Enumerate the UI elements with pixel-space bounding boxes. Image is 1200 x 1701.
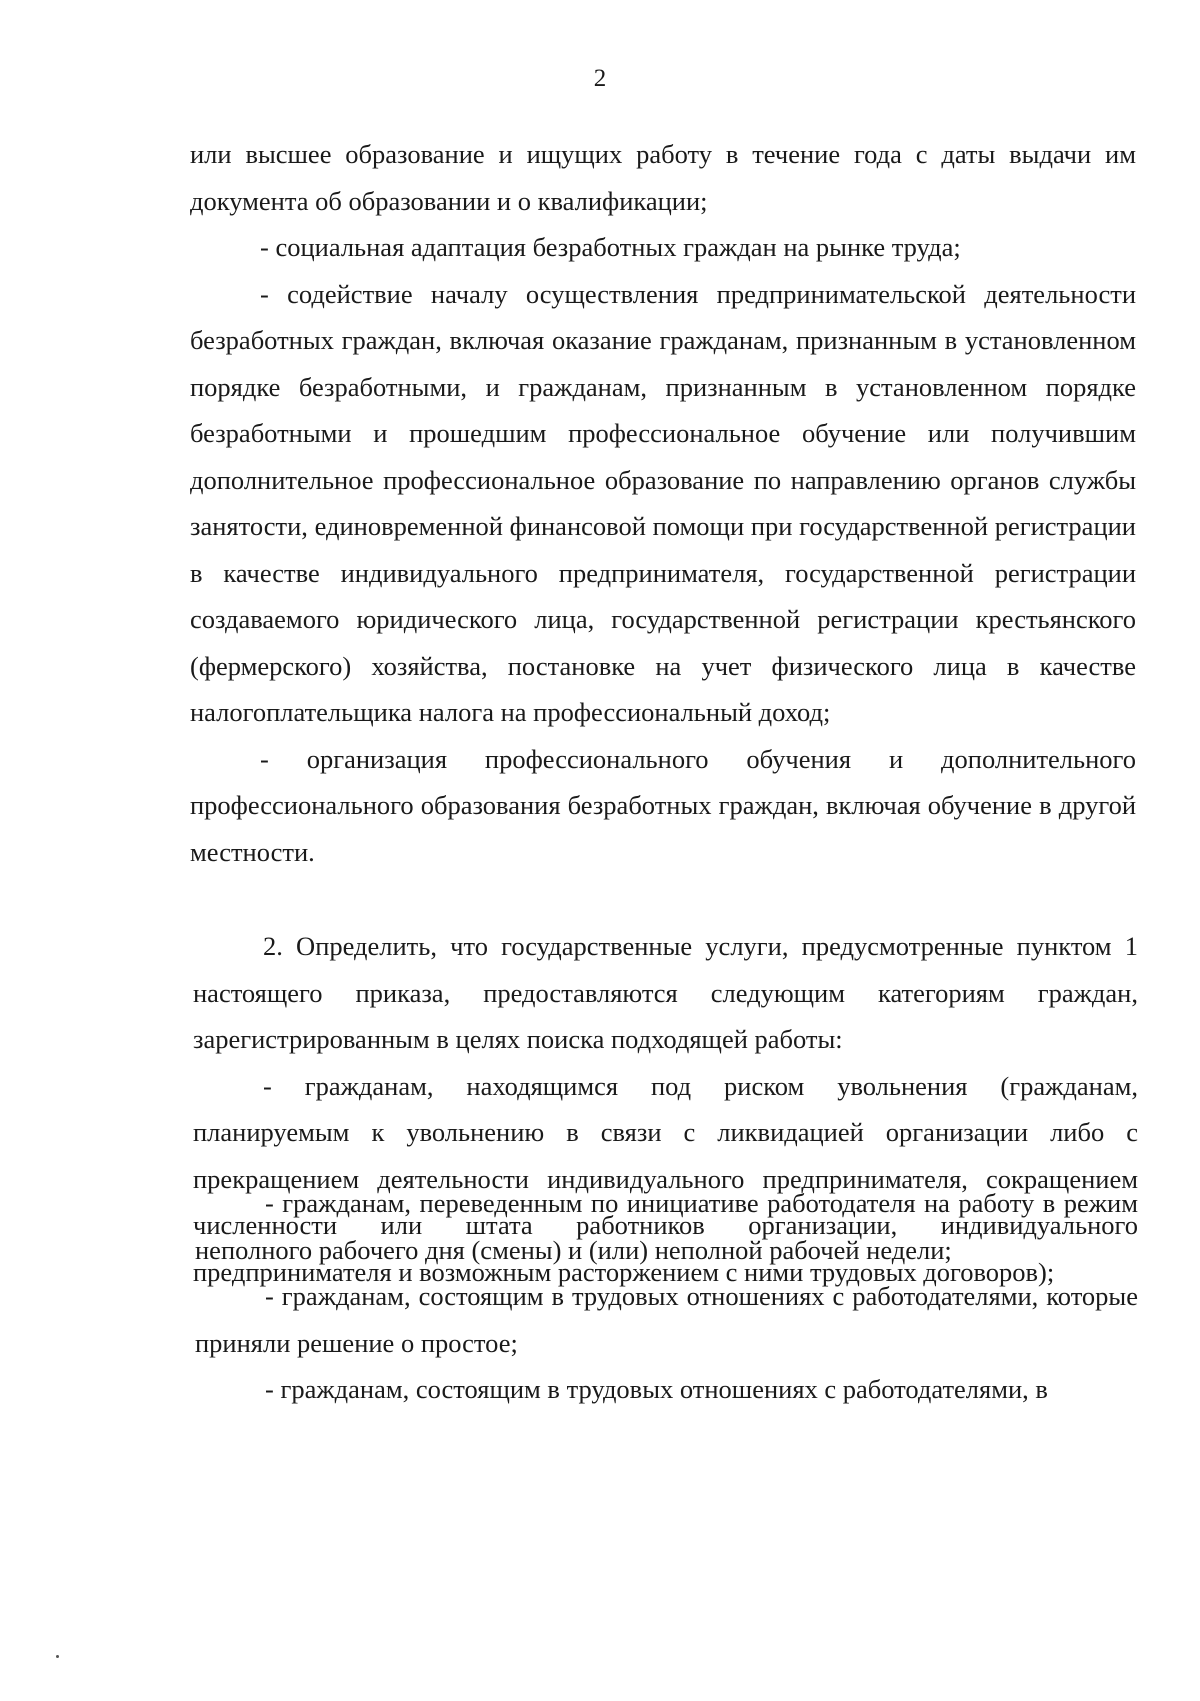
scan-speck — [56, 1655, 59, 1658]
text-block-upper — [190, 131, 1136, 875]
paragraph-item-2: 2. Определить, что государственные услуги, предусмотренные пунктом 1 настоящего приказа, предоставляются следующим категориям граждан, зарегистрированным в целях поиска подходящей работы: — [193, 931, 1138, 1054]
paragraph-labor-relations: - гражданам, состоящим в трудовых отношениях с работодателями, в — [265, 1374, 1048, 1404]
paragraph-entrepreneurship-support: - содействие началу осуществления предпринимательской деятельности безработных граждан, включая оказание гражданам, признанным в установленном порядке безработными, и гражданам, признанным в установленном порядке безработными и прошедшим профессиональное обучение или получившим дополнительное профессиональное образование по направлению органов службы занятости, единовременной финансовой помощи при государственной регистрации в качестве индивидуального предпринимателя, государственной регистрации создаваемого юридического лица, государственной регистрации крестьянского (фермерского) хозяйства, постановке на учет физического лица в качестве налогоплательщика налога на профессиональный доход; — [190, 278, 1136, 727]
paragraph-part-time: - гражданам, переведенным по инициативе работодателя на работу в режим неполного рабочего дня (смены) и (или) неполной рабочей недели; — [195, 1188, 1138, 1265]
text-block-lower — [195, 1180, 1138, 1413]
paragraph-continuation: или высшее образование и ищущих работу в течение года с даты выдачи им документа об образовании и о квалификации; — [190, 139, 1136, 216]
paragraph-downtime: - гражданам, состоящим в трудовых отношениях с работодателями, которые приняли решение о простое; — [195, 1281, 1138, 1358]
paragraph-social-adaptation: - социальная адаптация безработных граждан на рынке труда; — [260, 232, 961, 262]
paragraph-dismissal-risk: - гражданам, находящимся под риском увольнения (гражданам, планируемым к увольнению в связи с ликвидацией организации либо с прекращением деятельности индивидуального предпринимателя, сокращением численности или штата работников организации, индивидуального предпринимателя и возможным расторжением с ними трудовых договоров); — [193, 1070, 1138, 1287]
page-number: 2 — [593, 65, 607, 92]
paragraph-professional-training: - организация профессионального обучения и дополнительного профессионального образования безработных граждан, включая обучение в другой местности. — [190, 743, 1136, 867]
